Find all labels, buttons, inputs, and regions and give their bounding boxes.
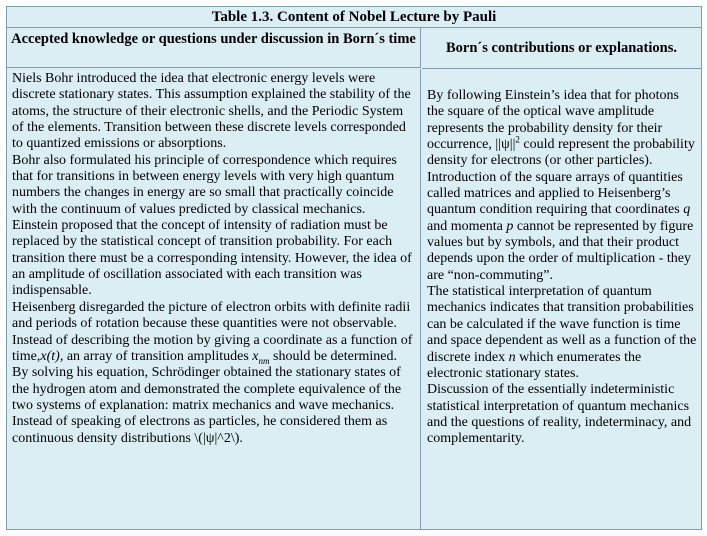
math-psi-norm: ||ψ|| bbox=[495, 137, 516, 153]
left-paragraph-heisenberg bbox=[12, 300, 416, 365]
left-column-cell bbox=[7, 69, 421, 529]
nobel-lecture-table bbox=[6, 6, 702, 530]
left-paragraph-schrodinger: By solving his equation, Schrödinger obtained the stationary states of the hydrogen atom and demonstrated the complete equivalence of the two systems of explanation: matrix mechanics and wave mechanics. Instead of speaking of electrons as particles, he considered them as continuous density distributions \(|ψ|^2\). bbox=[12, 365, 402, 446]
matrices-text-a: Introduction of the square arrays of quantities called matrices and applied to Heisenberg’s quantum condition requiring that coordinates bbox=[427, 169, 684, 218]
right-paragraph-matrices bbox=[427, 170, 699, 284]
matrices-text-b: and momenta bbox=[427, 218, 507, 234]
math-superscript-2: 2 bbox=[515, 134, 520, 145]
right-column-cell bbox=[422, 69, 701, 529]
right-paragraph-statistical-interpretation bbox=[427, 284, 699, 382]
math-x-of-t: x(t) bbox=[40, 348, 60, 364]
math-q: q bbox=[683, 202, 691, 218]
probability-text-b: could represent the probability density for electrons (or other particles). bbox=[427, 137, 695, 169]
statistical-text-b: which enumerates the electronic stationary states. bbox=[427, 349, 642, 381]
left-paragraph-einstein: Einstein proposed that the concept of intensity of radiation must be replaced by the statistical concept of transition probability. For each transition there must be a corresponding intensity. However, the idea of an amplitude of oscillation associated with each transition was indispensable. bbox=[12, 218, 412, 299]
table-title: Table 1.3. Content of Nobel Lecture by Pauli bbox=[7, 7, 701, 28]
statistical-text-a: The statistical interpretation of quantum mechanics indicates that transition probabilities can be calculated if the wave function is time and space dependent as well as a function of the discrete index bbox=[427, 284, 697, 365]
probability-text-a: By following Einstein’s idea that for photons the square of the optical wave amplitude represents the probability density for their occurrence, bbox=[427, 88, 679, 153]
column-header-born-contributions: Born´s contributions or explanations. bbox=[422, 28, 701, 69]
math-p: p bbox=[506, 218, 514, 234]
left-paragraph-correspondence: Bohr also formulated his principle of correspondence which requires that for transitions in between energy levels with very high quantum numbers the changes in energy are so small that practically coincide with the continuum of values predicted by classical mechanics. bbox=[12, 152, 397, 217]
left-paragraph-bohr-levels: Niels Bohr introduced the idea that electronic energy levels were discrete stationary states. This assumption explained the stability of the atoms, the structure of their electronic shells, and the Periodic System of the elements. Transition between these discrete levels corresponded to quantized emissions or absorptions. bbox=[12, 71, 411, 152]
heisenberg-text-c: should be determined. bbox=[269, 348, 398, 364]
right-paragraph-probability-density bbox=[427, 88, 699, 170]
math-x: x bbox=[252, 348, 259, 364]
math-n: n bbox=[508, 349, 516, 365]
matrices-text-c: cannot be represented by figure values but by symbols, and that their product depends upon the order of multiplication - they are “non-commuting”. bbox=[427, 218, 694, 283]
heisenberg-text-a: Heisenberg disregarded the picture of electron orbits with definite radii and periods of rotation because these quantities were not observable. Instead of describing the motion by giving a coordinate as a function of time, bbox=[12, 299, 413, 364]
heisenberg-text-b: , an array of transition amplitudes bbox=[59, 348, 253, 364]
right-paragraph-indeterminism: Discussion of the essentially indeterministic statistical interpretation of quantum mechanics and the questions of reality, indeterminacy, and complementarity. bbox=[427, 382, 692, 447]
column-header-accepted-knowledge: Accepted knowledge or questions under discussion in Born´s time bbox=[7, 28, 421, 68]
math-subscript-nm: nm bbox=[258, 355, 270, 366]
